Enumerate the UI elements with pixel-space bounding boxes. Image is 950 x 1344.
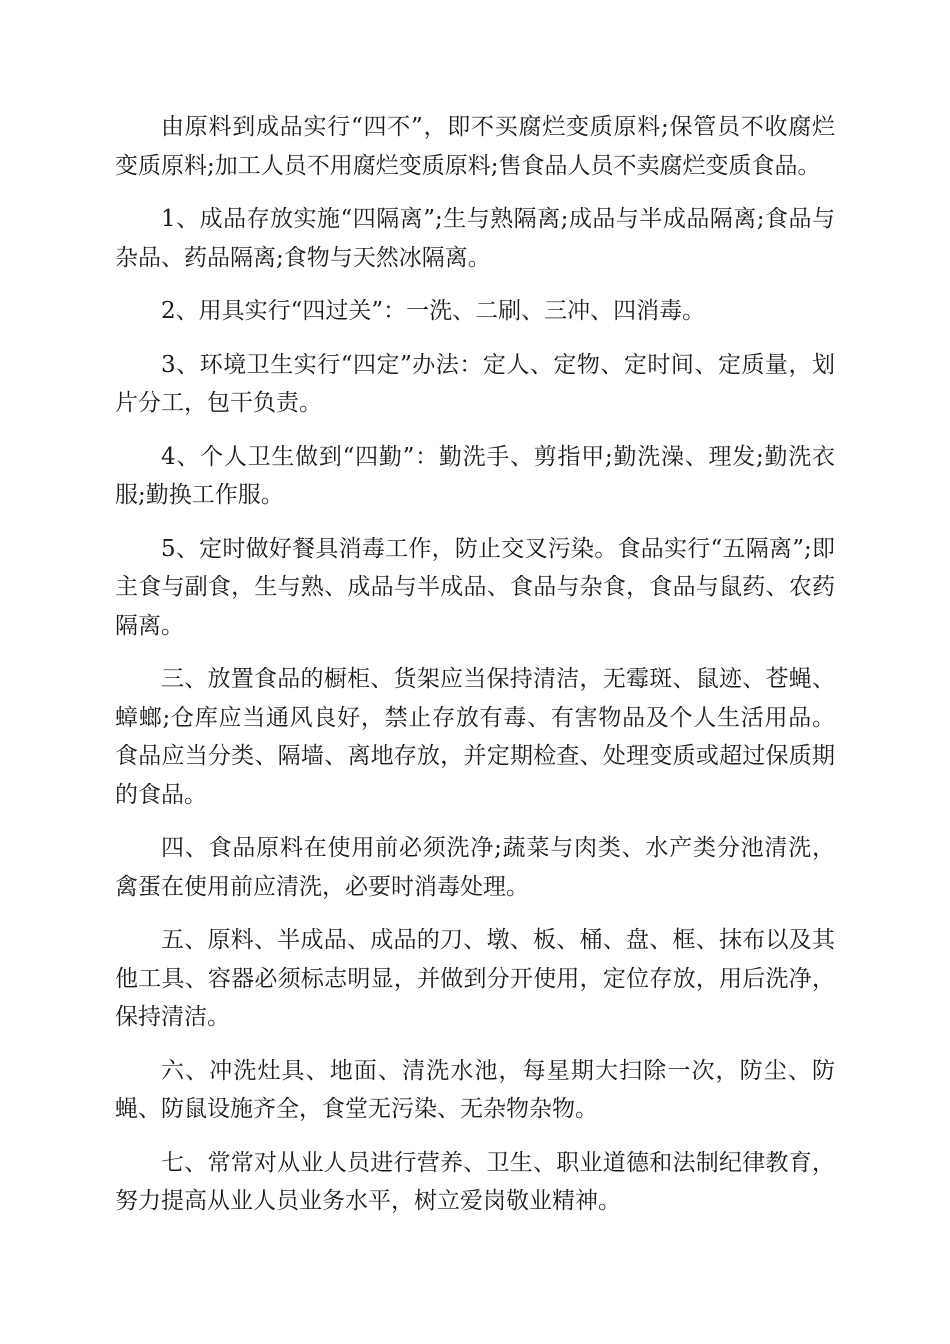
- paragraph-section-7: 七、常常对从业人员进行营养、卫生、职业道德和法制纪律教育，努力提高从业人员业务水平，树立爱岗敬业精神。: [115, 1149, 835, 1214]
- paragraph-item-4: 4、个人卫生做到“四勤”：勤洗手、剪指甲;勤洗澡、理发;勤洗衣服;勤换工作服。: [115, 443, 835, 508]
- paragraph-section-4: 四、食品原料在使用前必须洗净;蔬菜与肉类、水产类分池清洗，禽蛋在使用前应清洗，必要时消毒处理。: [115, 835, 835, 900]
- paragraph-four-no: 由原料到成品实行“四不”，即不买腐烂变质原料;保管员不收腐烂变质原料;加工人员不用腐烂变质原料;售食品人员不卖腐烂变质食品。: [115, 114, 835, 179]
- paragraph-section-5: 五、原料、半成品、成品的刀、墩、板、桶、盘、框、抹布以及其他工具、容器必须标志明显，并做到分开使用，定位存放，用后洗净，保持清洁。: [115, 927, 835, 1030]
- paragraph-item-1: 1、成品存放实施“四隔离”;生与熟隔离;成品与半成品隔离;食品与杂品、药品隔离;食物与天然冰隔离。: [115, 206, 835, 271]
- paragraph-item-3: 3、环境卫生实行“四定”办法：定人、定物、定时间、定质量，划片分工，包干负责。: [115, 351, 835, 416]
- paragraph-item-2: 2、用具实行“四过关”：一洗、二刷、三冲、四消毒。: [161, 298, 706, 324]
- paragraph-item-5: 5、定时做好餐具消毒工作，防止交叉污染。食品实行“五隔离”;即主食与副食，生与熟、成品与半成品、食品与杂食，食品与鼠药、农药隔离。: [115, 535, 835, 639]
- paragraph-section-3: 三、放置食品的橱柜、货架应当保持清洁，无霉斑、鼠迹、苍蝇、蟑螂;仓库应当通风良好，禁止存放有毒、有害物品及个人生活用品。食品应当分类、隔墙、离地存放，并定期检查、处理变质或超过保质期的食品。: [115, 666, 835, 808]
- paragraph-section-6: 六、冲洗灶具、地面、清洗水池，每星期大扫除一次，防尘、防蝇、防鼠设施齐全，食堂无污染、无杂物杂物。: [115, 1057, 835, 1122]
- document-body: [115, 108, 835, 1236]
